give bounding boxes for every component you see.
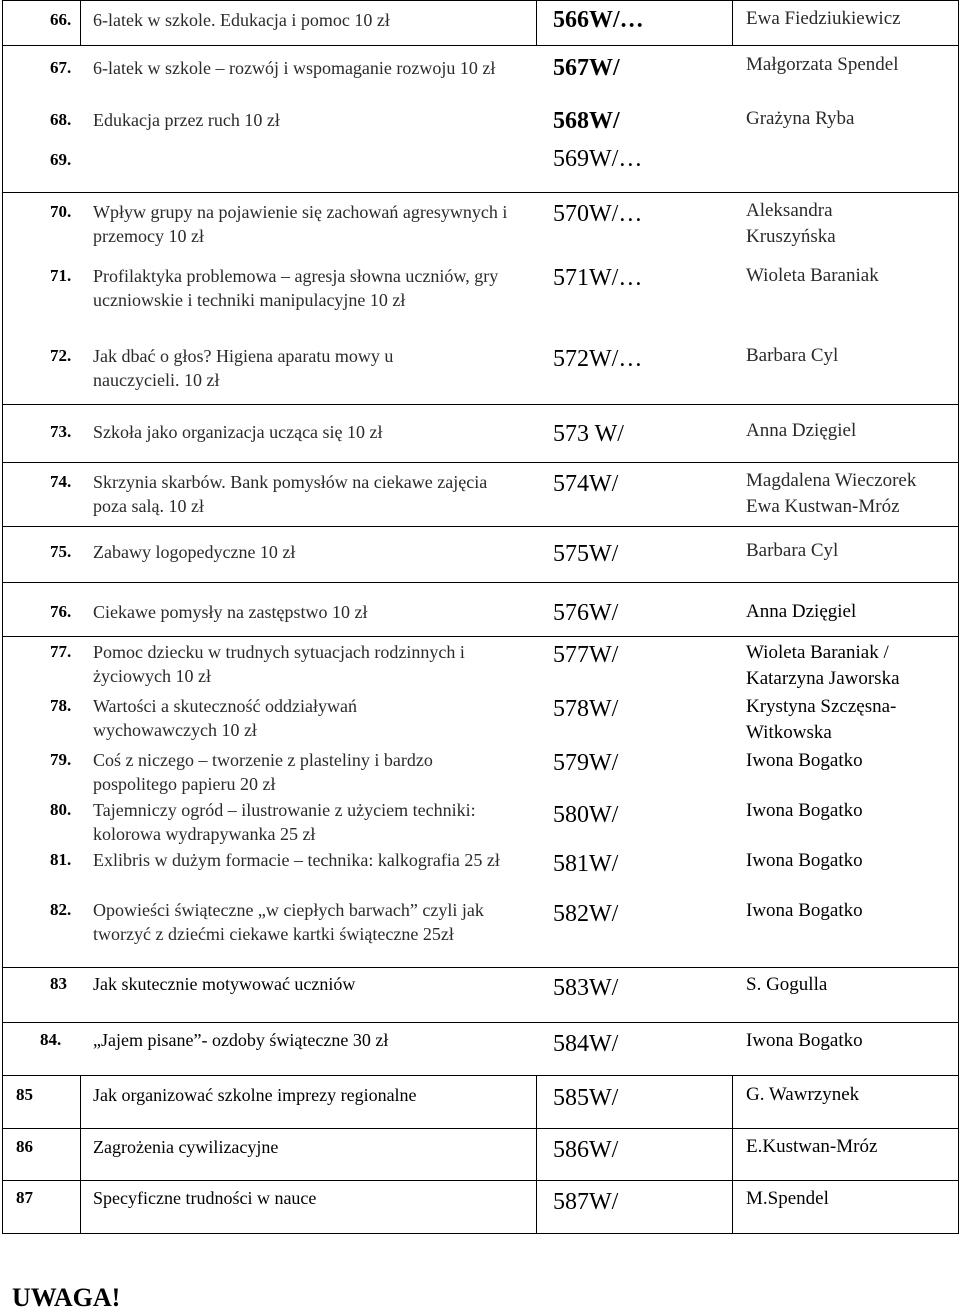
row-code: 571W/… <box>553 265 643 291</box>
row-number: 74. <box>50 472 72 491</box>
row-divider <box>2 1128 959 1129</box>
row-author: E.Kustwan-Mróz <box>746 1136 878 1157</box>
row-author: Wioleta Baraniak <box>746 265 879 286</box>
row-author: Iwona Bogatko <box>746 800 863 821</box>
row-title: Skrzynia skarbów. Bank pomysłów na ciekawe zajęcia poza salą. 10 zł <box>93 472 488 516</box>
row-title: Pomoc dziecku w trudnych sytuacjach rodzinnych i życiowych 10 zł <box>93 642 465 686</box>
row-title: Tajemniczy ogród – ilustrowanie z użyciem techniki: kolorowa wydrapywanka 25 zł <box>93 800 476 844</box>
row-author: Magdalena Wieczorek Ewa Kustwan-Mróz <box>746 470 917 517</box>
row-title: Jak dbać o głos? Higiena aparatu mowy u nauczycieli. 10 zł <box>93 346 394 390</box>
column-divider <box>80 1075 81 1234</box>
row-code: 572W/… <box>553 346 643 372</box>
row-author: Iwona Bogatko <box>746 850 863 871</box>
row-author: G. Wawrzynek <box>746 1084 860 1105</box>
row-number: 85 <box>16 1085 33 1104</box>
row-code: 577W/ <box>553 642 619 668</box>
row-divider <box>2 526 959 527</box>
row-divider <box>2 1075 959 1076</box>
row-number: 68. <box>50 110 72 129</box>
row-number: 71. <box>50 266 72 285</box>
row-title: Opowieści świąteczne „w ciepłych barwach” czyli jak tworzyć z dziećmi ciekawe kartki świąteczne 25zł <box>93 900 484 944</box>
row-number: 81. <box>50 850 72 869</box>
row-code: 587W/ <box>553 1189 619 1215</box>
row-code: 574W/ <box>553 471 619 497</box>
row-number: 86 <box>16 1137 33 1156</box>
row-title: Edukacja przez ruch 10 zł <box>93 110 280 130</box>
row-code: 585W/ <box>553 1085 619 1111</box>
row-code: 582W/ <box>553 901 619 927</box>
row-author: Grażyna Ryba <box>746 108 855 129</box>
row-divider <box>2 404 959 405</box>
row-divider <box>2 192 959 193</box>
row-divider <box>2 462 959 463</box>
row-title: Jak skutecznie motywować uczniów <box>93 974 356 994</box>
table-left-border <box>2 0 3 1234</box>
row-code: 580W/ <box>553 802 619 828</box>
column-divider <box>732 1075 733 1234</box>
row-number: 80. <box>50 800 72 819</box>
row-divider <box>2 45 959 46</box>
row-author: Iwona Bogatko <box>746 750 863 771</box>
row-title: Specyficzne trudności w nauce <box>93 1188 317 1208</box>
row-title: Coś z niczego – tworzenie z plasteliny i bardzo pospolitego papieru 20 zł <box>93 750 433 794</box>
row-code: 569W/… <box>553 146 643 172</box>
row-code: 570W/… <box>553 201 643 227</box>
row-code: 581W/ <box>553 851 619 877</box>
row-number: 79. <box>50 750 72 769</box>
column-divider <box>80 0 81 46</box>
row-title: Zagrożenia cywilizacyjne <box>93 1137 279 1157</box>
row-number: 73. <box>50 422 72 441</box>
row-author: Iwona Bogatko <box>746 1030 863 1051</box>
row-author: Anna Dzięgiel <box>746 420 857 441</box>
row-code: 573 W/ <box>553 421 624 447</box>
row-divider <box>2 1180 959 1181</box>
row-code: 586W/ <box>553 1137 619 1163</box>
table-right-border <box>958 0 959 1234</box>
row-number: 75. <box>50 542 72 561</box>
row-code: 567W/ <box>553 55 620 81</box>
row-code: 566W/… <box>553 7 644 33</box>
row-number: 84. <box>40 1030 62 1049</box>
row-author: Krystyna Szczęsna-Witkowska <box>746 696 897 743</box>
row-code: 584W/ <box>553 1031 619 1057</box>
row-author: Iwona Bogatko <box>746 900 863 921</box>
row-title: Wartości a skuteczność oddziaływań wychowawczych 10 zł <box>93 696 357 740</box>
row-code: 578W/ <box>553 696 619 722</box>
row-number: 78. <box>50 696 72 715</box>
row-title: Profilaktyka problemowa – agresja słowna uczniów, gry uczniowskie i techniki manipulacyjne 10 zł <box>93 266 499 310</box>
row-number: 83 <box>50 974 67 993</box>
row-author: M.Spendel <box>746 1188 829 1209</box>
row-title: 6-latek w szkole. Edukacja i pomoc 10 zł <box>93 10 390 30</box>
row-title: Jak organizować szkolne imprezy regionalne <box>93 1085 417 1105</box>
row-title: Szkoła jako organizacja ucząca się 10 zł <box>93 422 383 442</box>
row-title: Ciekawe pomysły na zastępstwo 10 zł <box>93 602 368 622</box>
row-code: 583W/ <box>553 975 619 1001</box>
row-title: Exlibris w dużym formacie – technika: kalkografia 25 zł <box>93 850 500 870</box>
row-title: „Jajem pisane”- ozdoby świąteczne 30 zł <box>93 1030 389 1050</box>
row-code: 575W/ <box>553 541 619 567</box>
row-divider <box>2 1022 959 1023</box>
row-number: 66. <box>50 10 72 29</box>
row-divider <box>2 636 959 637</box>
row-number: 70. <box>50 202 72 221</box>
row-number: 72. <box>50 346 72 365</box>
row-divider <box>2 967 959 968</box>
row-number: 69. <box>50 150 72 169</box>
row-code: 576W/ <box>553 600 619 626</box>
row-author: Aleksandra Kruszyńska <box>746 200 836 247</box>
row-title: Zabawy logopedyczne 10 zł <box>93 542 296 562</box>
row-title: 6-latek w szkole – rozwój i wspomaganie rozwoju 10 zł <box>93 58 496 78</box>
row-divider <box>2 582 959 583</box>
row-number: 76. <box>50 602 72 621</box>
row-number: 82. <box>50 900 72 919</box>
column-divider <box>536 0 537 46</box>
row-divider <box>2 0 959 1</box>
row-code: 579W/ <box>553 750 619 776</box>
row-author: S. Gogulla <box>746 974 828 995</box>
column-divider <box>536 1075 537 1234</box>
row-title: Wpływ grupy na pojawienie się zachowań agresywnych i przemocy 10 zł <box>93 202 508 246</box>
row-author: Wioleta Baraniak / Katarzyna Jaworska <box>746 642 900 689</box>
row-number: 77. <box>50 642 72 661</box>
row-author: Ewa Fiedziukiewicz <box>746 8 901 29</box>
row-code: 568W/ <box>553 108 620 134</box>
row-number: 67. <box>50 58 72 77</box>
row-author: Anna Dzięgiel <box>746 601 857 622</box>
row-author: Małgorzata Spendel <box>746 54 899 75</box>
warning-heading: UWAGA! <box>12 1283 121 1312</box>
row-number: 87 <box>16 1188 33 1207</box>
row-author: Barbara Cyl <box>746 345 839 366</box>
column-divider <box>732 0 733 46</box>
row-divider <box>2 1233 959 1234</box>
row-author: Barbara Cyl <box>746 540 839 561</box>
